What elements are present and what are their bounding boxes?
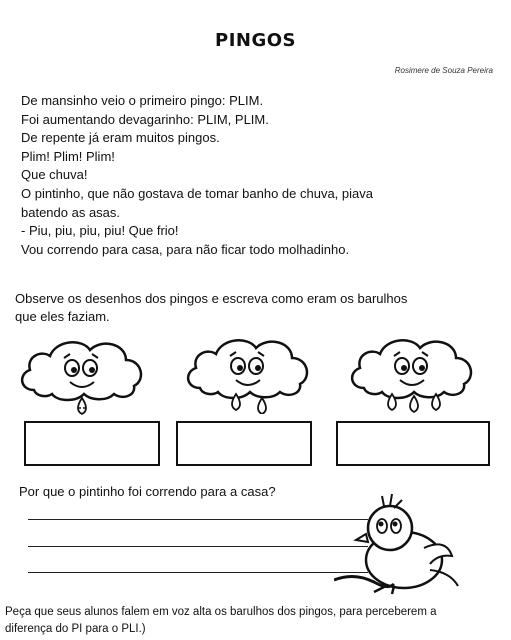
question-text: Por que o pintinho foi correndo para a casa? (19, 484, 276, 499)
footnote-line: Peça que seus alunos falem em voz alta os barulhos dos pingos, para perceberem a (5, 606, 437, 618)
answer-box-1[interactable] (24, 421, 160, 466)
poem-line: batendo as asas. (21, 204, 121, 220)
instruction-line: Observe os desenhos dos pingos e escreva como eram os barulhos (15, 291, 408, 306)
poem-line: O pintinho, que não gostava de tomar banho de chuva, piava (21, 185, 373, 201)
poem-line: Vou correndo para casa, para não ficar todo molhadinho. (21, 241, 350, 257)
rain-cloud-icon (342, 330, 482, 414)
author-name: Rosimere de Souza Pereira (394, 66, 493, 75)
poem-line: Que chuva! (21, 167, 88, 183)
poem-line: De mansinho veio o primeiro pingo: PLIM. (21, 93, 264, 108)
answer-line[interactable] (28, 519, 368, 520)
running-chick-icon (334, 490, 474, 595)
answer-line[interactable] (28, 572, 368, 573)
footnote-line: diferença do PI para o PLI.) (5, 623, 146, 635)
answer-box-2[interactable] (176, 421, 312, 466)
answer-box-3[interactable] (336, 421, 490, 466)
teacher-footnote (5, 604, 505, 638)
rain-cloud-icon (178, 330, 318, 414)
poem-text (21, 92, 491, 259)
poem-line: De repente já eram muitos pingos. (21, 130, 220, 146)
rain-cloud-icon (12, 332, 152, 416)
poem-line: - Piu, piu, piu, piu! Que frio! (21, 223, 179, 239)
page-title: PINGOS (215, 30, 296, 51)
poem-line: Foi aumentando devagarinho: PLIM, PLIM. (21, 111, 269, 127)
instruction-line: que eles faziam. (15, 309, 110, 324)
poem-line: Plim! Plim! Plim! (21, 148, 115, 164)
raindrop-icon (78, 398, 86, 414)
answer-line[interactable] (28, 546, 368, 547)
exercise-instruction (15, 290, 495, 326)
